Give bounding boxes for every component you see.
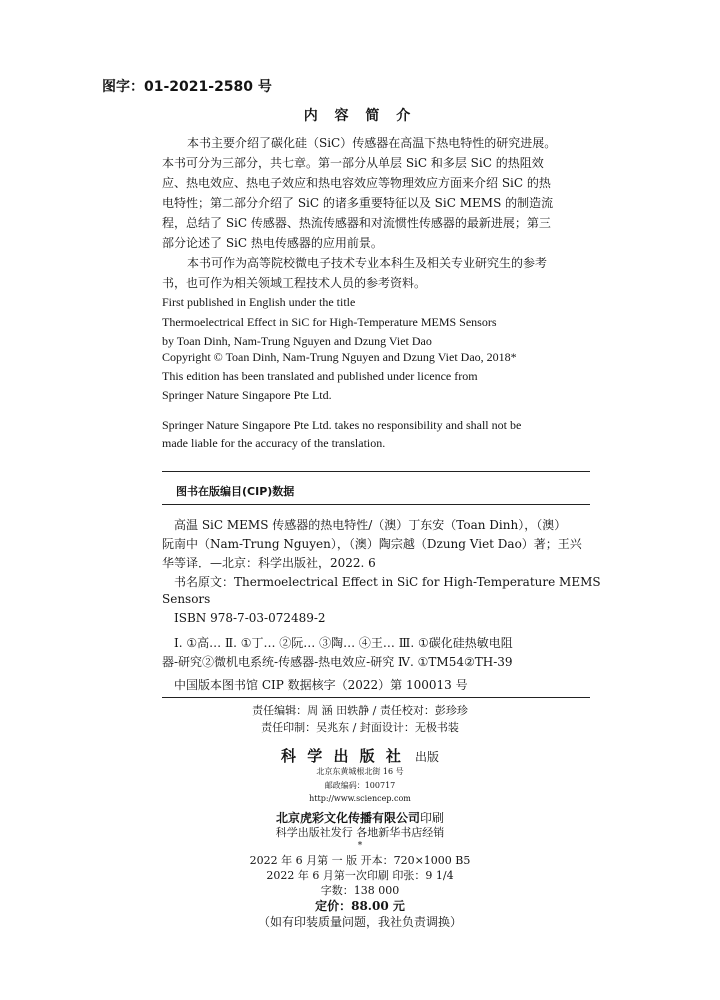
cip-line: Sensors <box>162 592 211 606</box>
publisher-suffix: 出版 <box>414 750 439 764</box>
english-line: Springer Nature Singapore Pte Ltd. <box>162 388 332 402</box>
cip-line: 高温 SiC MEMS 传感器的热电特性/（澳）丁东安（Toan Dinh），（澳） <box>174 518 567 532</box>
summary-title: 内 容 简 介 <box>303 108 417 124</box>
summary-line: 电特性；第二部分介绍了 SiC 的诸多重要特征以及 SiC MEMS 的制造流 <box>162 196 554 210</box>
summary-line: 本书可作为高等院校微电子技术专业本科生及相关专业研究生的参考 <box>187 256 548 270</box>
cip-heading-rule <box>162 504 590 505</box>
cip-registration-number: 图字：01-2021-2580 号 <box>102 79 272 95</box>
english-line: by Toan Dinh, Nam-Trung Nguyen and Dzung Viet Dao <box>162 334 432 348</box>
publisher-url: http://www.sciencep.com <box>309 794 411 803</box>
summary-line: 程，总结了 SiC 传感器、热流传感器和对流惯性传感器的最新进展；第三 <box>162 216 551 230</box>
disclaimer-line: Springer Nature Singapore Pte Ltd. takes no responsibility and shall not be <box>162 418 522 432</box>
production-credits: 责任印制：吴兆东 / 封面设计：无极书装 <box>261 721 459 734</box>
copyright-line: Copyright © Toan Dinh, Nam-Trung Nguyen and Dzung Viet Dao, 2018* <box>162 350 517 364</box>
editor-credits: 责任编辑：周 涵 田轶静 / 责任校对：彭珍珍 <box>252 704 468 717</box>
cip-class-line: Ⅰ. ①高… Ⅱ. ①丁… ②阮… ③陶… ④王… Ⅲ. ①碳化硅热敏电阻 <box>174 636 513 650</box>
wordcount-line: 字数：138 000 <box>320 884 400 897</box>
summary-line: 应、热电效应、热电子效应和热电容效应等物理效应方面来介绍 SiC 的热 <box>162 176 551 190</box>
price-line: 定价：88.00 元 <box>315 899 405 913</box>
summary-line: 本书可分为三部分，共七章。第一部分从单层 SiC 和多层 SiC 的热阻效 <box>162 156 544 170</box>
publisher-line <box>0 745 720 766</box>
isbn: ISBN 978-7-03-072489-2 <box>174 611 326 625</box>
cip-line: 书名原文：Thermoelectrical Effect in SiC for High-Temperature MEMS <box>174 575 601 589</box>
separator-star: * <box>357 841 363 851</box>
cip-line: 阮南中（Nam-Trung Nguyen），（澳）陶宗越（Dzung Viet Dao）著；王兴 <box>162 537 582 551</box>
distribution-line: 科学出版社发行 各地新华书店经销 <box>275 826 445 839</box>
english-line: First published in English under the title <box>162 295 356 309</box>
summary-line: 本书主要介绍了碳化硅（SiC）传感器在高温下热电特性的研究进展。 <box>187 136 557 150</box>
summary-line: 部分论述了 SiC 热电传感器的应用前景。 <box>162 236 383 250</box>
cip-verify-number: 中国版本图书馆 CIP 数据核字（2022）第 100013 号 <box>174 678 468 692</box>
printer-suffix: 印刷 <box>420 811 445 825</box>
cip-bottom-rule <box>162 697 590 698</box>
publisher-address: 北京东黄城根北街 16 号 <box>316 767 404 776</box>
cip-line: 华等译．—北京：科学出版社，2022. 6 <box>162 556 376 570</box>
disclaimer-line: made liable for the accuracy of the translation. <box>162 436 386 450</box>
printer-name: 北京虎彩文化传播有限公司 <box>275 811 420 825</box>
cip-top-rule <box>162 471 590 472</box>
publisher-postcode: 邮政编码：100717 <box>324 781 396 790</box>
publisher-logo-name: 科 学 出 版 社 <box>281 747 404 765</box>
quality-note: （如有印装质量问题，我社负责调换） <box>257 915 462 929</box>
english-line: This edition has been translated and published under licence from <box>162 369 478 383</box>
edition-line: 2022 年 6 月第 一 版 开本：720×1000 B5 <box>249 854 471 867</box>
impression-line: 2022 年 6 月第一次印刷 印张：9 1/4 <box>266 869 454 882</box>
summary-line: 书，也可作为相关领域工程技术人员的参考资料。 <box>162 276 427 290</box>
cip-class-line: 器-研究②微机电系统-传感器-热电效应-研究 Ⅳ. ①TM54②TH-39 <box>162 655 513 669</box>
cip-heading: 图书在版编目(CIP)数据 <box>176 485 295 498</box>
english-line: Thermoelectrical Effect in SiC for High-Temperature MEMS Sensors <box>162 315 497 329</box>
